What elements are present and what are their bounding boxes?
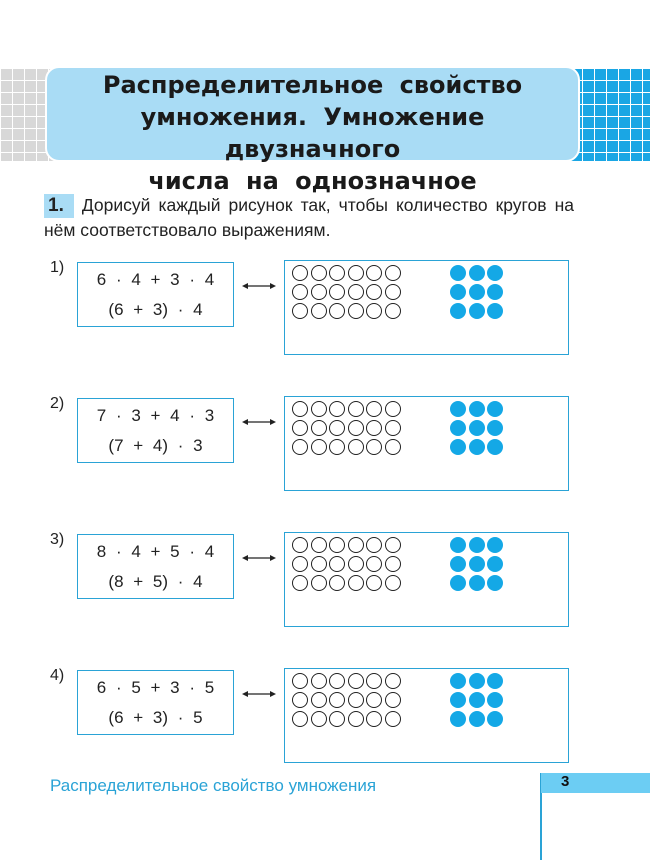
outline-circle (348, 420, 364, 436)
outline-circle (366, 673, 382, 689)
outline-circle (329, 420, 345, 436)
title-line: числа на однозначное (148, 167, 477, 195)
outline-circle (348, 711, 364, 727)
outline-circle (348, 556, 364, 572)
grid-decoration-right (570, 68, 650, 161)
exercise-label: 1) (50, 259, 65, 276)
expression: (6 + 3) · 4 (108, 300, 203, 319)
drawing-box[interactable] (284, 396, 569, 491)
outline-circle (292, 284, 308, 300)
expression-box (77, 398, 234, 463)
filled-circle (469, 439, 485, 455)
outline-circle (348, 537, 364, 553)
outline-circle (385, 303, 401, 319)
outline-circle (311, 711, 327, 727)
outline-circle (329, 401, 345, 417)
filled-circle (469, 673, 485, 689)
outline-circle (292, 673, 308, 689)
outline-circle (348, 692, 364, 708)
filled-circle (450, 303, 466, 319)
outline-circle (292, 265, 308, 281)
outline-circle (329, 673, 345, 689)
expression: 8 · 4 + 5 · 4 (96, 542, 215, 561)
outline-circle (366, 265, 382, 281)
outline-circle (348, 401, 364, 417)
filled-circle (469, 537, 485, 553)
outline-circle (292, 711, 308, 727)
outline-circle (348, 575, 364, 591)
outline-circle (329, 556, 345, 572)
outline-circle (292, 303, 308, 319)
outline-circle (366, 439, 382, 455)
outline-circle (329, 265, 345, 281)
filled-circle (469, 420, 485, 436)
filled-circle (487, 265, 503, 281)
filled-circle (469, 711, 485, 727)
filled-circle (487, 420, 503, 436)
outline-circle (329, 284, 345, 300)
outline-circle (348, 265, 364, 281)
filled-circle (450, 537, 466, 553)
expression-box (77, 670, 234, 735)
outline-circle (311, 401, 327, 417)
exercise (0, 667, 650, 767)
exercise-label: 3) (50, 531, 65, 548)
outline-circle (329, 439, 345, 455)
outline-circle (385, 420, 401, 436)
exercise (0, 395, 650, 495)
exercise (0, 531, 650, 631)
expression: 6 · 5 + 3 · 5 (96, 678, 215, 697)
expression: 7 · 3 + 4 · 3 (96, 406, 215, 425)
title-line: Распределительное свойство (102, 71, 523, 99)
task-number: 1. (44, 194, 74, 218)
filled-circle (450, 439, 466, 455)
filled-circle (450, 556, 466, 572)
filled-circle (487, 692, 503, 708)
outline-circle (311, 692, 327, 708)
outline-circle (366, 556, 382, 572)
expression: (8 + 5) · 4 (108, 572, 203, 591)
expression-box (77, 534, 234, 599)
outline-circle (292, 401, 308, 417)
exercise-label: 2) (50, 395, 65, 412)
exercise (0, 259, 650, 359)
filled-circle (450, 420, 466, 436)
filled-circle (487, 439, 503, 455)
outline-circle (385, 673, 401, 689)
outline-circle (311, 673, 327, 689)
double-arrow-icon (242, 417, 276, 427)
filled-circle (487, 303, 503, 319)
outline-circle (329, 575, 345, 591)
outline-circle (366, 303, 382, 319)
outline-circle (311, 575, 327, 591)
task-text: Дорисуй каждый рисунок так, чтобы количество кругов на нём соответствовало выражениям. (44, 195, 574, 240)
outline-circle (292, 575, 308, 591)
page-number-tab (540, 773, 650, 793)
outline-circle (292, 692, 308, 708)
page-number: 3 (561, 773, 570, 790)
outline-circle (348, 439, 364, 455)
filled-circle (469, 575, 485, 591)
outline-circle (366, 575, 382, 591)
outline-circle (385, 556, 401, 572)
outline-circle (311, 439, 327, 455)
expression: 6 · 4 + 3 · 4 (96, 270, 215, 289)
filled-circle (469, 401, 485, 417)
outline-circle (385, 284, 401, 300)
outline-circle (311, 303, 327, 319)
filled-circle (469, 265, 485, 281)
outline-circle (385, 575, 401, 591)
task-instruction (44, 193, 574, 242)
filled-circle (450, 692, 466, 708)
footer-section-title: Распределительное свойство умножения (50, 776, 377, 795)
filled-circle (487, 556, 503, 572)
title-line: умножения. Умножение двузначного (140, 103, 485, 163)
filled-circle (487, 401, 503, 417)
outline-circle (311, 556, 327, 572)
outline-circle (385, 265, 401, 281)
outline-circle (311, 420, 327, 436)
outline-circle (385, 439, 401, 455)
drawing-box[interactable] (284, 668, 569, 763)
outline-circle (385, 401, 401, 417)
filled-circle (450, 711, 466, 727)
page-margin-line (540, 793, 542, 860)
filled-circle (487, 284, 503, 300)
double-arrow-icon (242, 281, 276, 291)
outline-circle (348, 284, 364, 300)
outline-circle (311, 284, 327, 300)
filled-circle (469, 284, 485, 300)
filled-circle (450, 401, 466, 417)
outline-circle (366, 284, 382, 300)
outline-circle (292, 537, 308, 553)
outline-circle (385, 692, 401, 708)
outline-circle (348, 673, 364, 689)
filled-circle (487, 575, 503, 591)
outline-circle (385, 537, 401, 553)
outline-circle (292, 556, 308, 572)
filled-circle (487, 673, 503, 689)
expression: (6 + 3) · 5 (108, 708, 203, 727)
filled-circle (450, 265, 466, 281)
filled-circle (450, 284, 466, 300)
filled-circle (469, 303, 485, 319)
double-arrow-icon (242, 689, 276, 699)
outline-circle (348, 303, 364, 319)
outline-circle (366, 711, 382, 727)
double-arrow-icon (242, 553, 276, 563)
outline-circle (366, 692, 382, 708)
filled-circle (469, 556, 485, 572)
expression: (7 + 4) · 3 (108, 436, 203, 455)
outline-circle (385, 711, 401, 727)
outline-circle (366, 420, 382, 436)
outline-circle (292, 420, 308, 436)
outline-circle (329, 303, 345, 319)
outline-circle (366, 401, 382, 417)
exercise-label: 4) (50, 667, 65, 684)
outline-circle (329, 537, 345, 553)
expression-box (77, 262, 234, 327)
drawing-box[interactable] (284, 260, 569, 355)
outline-circle (329, 711, 345, 727)
outline-circle (311, 537, 327, 553)
filled-circle (487, 711, 503, 727)
page-title (45, 66, 580, 195)
outline-circle (366, 537, 382, 553)
filled-circle (450, 673, 466, 689)
outline-circle (311, 265, 327, 281)
outline-circle (292, 439, 308, 455)
filled-circle (487, 537, 503, 553)
filled-circle (450, 575, 466, 591)
drawing-box[interactable] (284, 532, 569, 627)
outline-circle (329, 692, 345, 708)
filled-circle (469, 692, 485, 708)
